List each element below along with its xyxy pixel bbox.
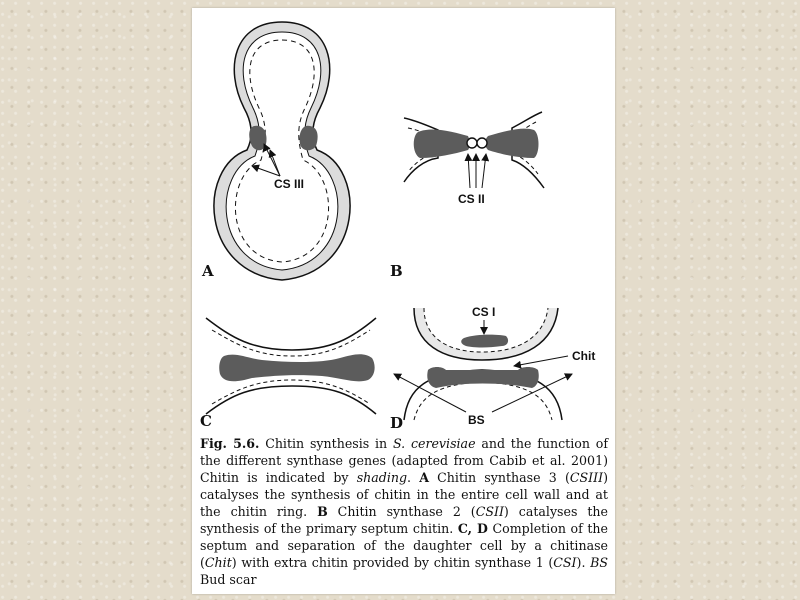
- chit-label: Chit: [572, 349, 596, 363]
- caption-text: .: [407, 470, 420, 485]
- panel-a-diagram: [201, 22, 350, 280]
- caption-text: Completion of the septum and separation of the daughter cell by a chitinase (: [200, 521, 608, 570]
- panel-b-arrow-1: [468, 154, 470, 188]
- caption-text: Chitin synthase 2 (: [327, 504, 476, 519]
- caption-panel-b-ref: B: [317, 504, 328, 519]
- caption-gene-csii: CSII: [475, 504, 504, 519]
- bs-label: BS: [468, 413, 485, 427]
- caption-shading: shading: [356, 470, 408, 485]
- panel-b-label: B: [390, 262, 403, 280]
- panel-c-septum: [219, 354, 374, 381]
- caption-text: Bud scar: [200, 572, 257, 587]
- panel-d-label: D: [390, 414, 404, 432]
- caption-chit: Chit: [204, 555, 232, 570]
- cs1-label: CS I: [472, 305, 496, 319]
- figure-caption: [200, 435, 608, 588]
- caption-text: and the function of the different synthase genes (adapted from Cabib et al. 2001) Chitin is indicated by: [200, 436, 608, 485]
- caption-text: ) catalyses the synthesis of chitin in the entire cell wall and at the chitin ring.: [200, 470, 608, 519]
- caption-gene-csiii: CSIII: [569, 470, 604, 485]
- caption-text: ).: [576, 555, 591, 570]
- book-page: [192, 8, 615, 594]
- cs2-label: CS II: [458, 192, 485, 206]
- panel-b-septum-right: [485, 129, 539, 158]
- caption-text: Chitin synthesis in: [259, 436, 393, 451]
- caption-fig-label: Fig. 5.6.: [200, 436, 260, 451]
- cs3-label: CS III: [274, 177, 305, 191]
- panel-b-arrow-3: [482, 154, 486, 188]
- caption-panel-a-ref: A: [419, 470, 429, 485]
- panel-b-septum-left: [414, 129, 470, 158]
- caption-panel-cd-ref: C, D: [457, 521, 488, 536]
- caption-bs-abbr: BS: [590, 555, 608, 570]
- chitin-synthesis-figure: [192, 8, 615, 432]
- panel-b-diagram: [390, 112, 544, 280]
- caption-gene-csi: CSI: [553, 555, 577, 570]
- caption-text: ) catalyses the synthesis of the primary septum chitin.: [200, 504, 609, 536]
- panel-b-septum-tip-left: [467, 138, 477, 148]
- caption-species: S. cerevisiae: [392, 436, 476, 451]
- chit-arrow: [514, 356, 568, 366]
- panel-c-diagram: [200, 318, 376, 430]
- panel-d-diagram: [390, 305, 595, 432]
- panel-b-septum-tip-right: [477, 138, 487, 148]
- panel-c-bottom-wall: [206, 386, 376, 414]
- panel-d-bud-scar: [427, 367, 538, 388]
- panel-c-label: C: [200, 412, 212, 430]
- panel-c-top-wall: [206, 318, 376, 350]
- panel-a-chitin-ring-right: [299, 126, 317, 151]
- caption-text: Chitin synthase 3 (: [429, 470, 570, 485]
- panel-a-label: A: [202, 262, 214, 280]
- caption-text: ) with extra chitin provided by chitin synthase 1 (: [231, 555, 554, 570]
